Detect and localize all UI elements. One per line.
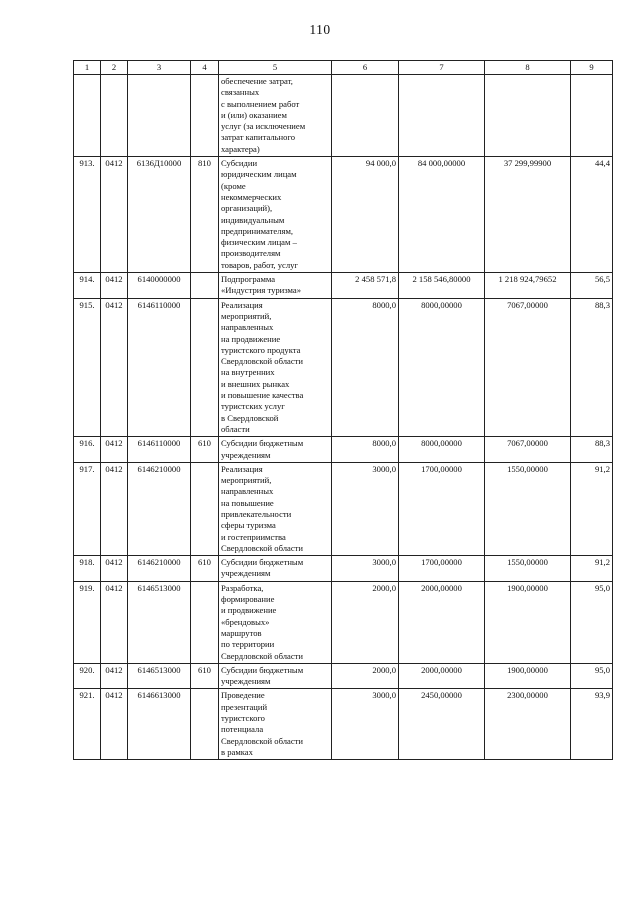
row-number-cell: 916. — [74, 437, 101, 463]
execution-percent-cell: 91,2 — [571, 556, 613, 582]
column-header-8: 8 — [485, 61, 571, 75]
table-row — [74, 298, 613, 437]
refined-amount-cell: 1700,00000 — [399, 462, 485, 555]
section-code-cell — [101, 75, 128, 157]
approved-amount-cell: 3000,0 — [332, 689, 399, 760]
table-row — [74, 581, 613, 663]
approved-amount-cell: 2 458 571,8 — [332, 273, 399, 299]
expense-type-cell — [191, 581, 219, 663]
execution-percent-cell: 93,9 — [571, 689, 613, 760]
expense-type-cell — [191, 462, 219, 555]
expense-type-cell — [191, 689, 219, 760]
column-header-6: 6 — [332, 61, 399, 75]
row-number-cell: 920. — [74, 663, 101, 689]
item-name-cell: Подпрограмма «Индустрия туризма» — [219, 273, 332, 299]
target-code-cell: 6136Д10000 — [128, 157, 191, 273]
column-header-4: 4 — [191, 61, 219, 75]
refined-amount-cell: 2000,00000 — [399, 663, 485, 689]
approved-amount-cell: 3000,0 — [332, 556, 399, 582]
refined-amount-cell: 2450,00000 — [399, 689, 485, 760]
execution-percent-cell — [571, 75, 613, 157]
item-name-cell: Субсидии бюджетным учреждениям — [219, 556, 332, 582]
expense-type-cell: 610 — [191, 437, 219, 463]
expense-type-cell — [191, 75, 219, 157]
executed-amount-cell: 1 218 924,79652 — [485, 273, 571, 299]
budget-execution-table — [73, 60, 613, 760]
executed-amount-cell: 7067,00000 — [485, 298, 571, 437]
target-code-cell: 6146513000 — [128, 581, 191, 663]
table-row — [74, 462, 613, 555]
item-name-cell: Реализация мероприятий, направленных на продвижение туристского продукта Свердловской области на внутренних и внешних рынках и повышение качества туристских услуг в Свердловской области — [219, 298, 332, 437]
executed-amount-cell: 7067,00000 — [485, 437, 571, 463]
section-code-cell: 0412 — [101, 437, 128, 463]
row-number-cell — [74, 75, 101, 157]
approved-amount-cell: 2000,0 — [332, 663, 399, 689]
approved-amount-cell: 8000,0 — [332, 437, 399, 463]
expense-type-cell: 810 — [191, 157, 219, 273]
executed-amount-cell — [485, 75, 571, 157]
executed-amount-cell: 2300,00000 — [485, 689, 571, 760]
section-code-cell: 0412 — [101, 462, 128, 555]
column-header-3: 3 — [128, 61, 191, 75]
section-code-cell: 0412 — [101, 157, 128, 273]
refined-amount-cell: 8000,00000 — [399, 437, 485, 463]
target-code-cell: 6146110000 — [128, 437, 191, 463]
target-code-cell: 6140000000 — [128, 273, 191, 299]
target-code-cell: 6146613000 — [128, 689, 191, 760]
target-code-cell: 6146110000 — [128, 298, 191, 437]
refined-amount-cell: 8000,00000 — [399, 298, 485, 437]
column-header-2: 2 — [101, 61, 128, 75]
table-row — [74, 689, 613, 760]
approved-amount-cell: 2000,0 — [332, 581, 399, 663]
execution-percent-cell: 95,0 — [571, 581, 613, 663]
approved-amount-cell: 3000,0 — [332, 462, 399, 555]
executed-amount-cell: 1900,00000 — [485, 663, 571, 689]
table-body — [74, 75, 613, 760]
execution-percent-cell: 91,2 — [571, 462, 613, 555]
target-code-cell: 6146210000 — [128, 462, 191, 555]
section-code-cell: 0412 — [101, 663, 128, 689]
approved-amount-cell: 8000,0 — [332, 298, 399, 437]
row-number-cell: 913. — [74, 157, 101, 273]
target-code-cell: 6146210000 — [128, 556, 191, 582]
row-number-cell: 918. — [74, 556, 101, 582]
executed-amount-cell: 1550,00000 — [485, 556, 571, 582]
table-row — [74, 157, 613, 273]
item-name-cell: обеспечение затрат, связанных с выполнением работ и (или) оказанием услуг (за исключением затрат капитального характера) — [219, 75, 332, 157]
expense-type-cell — [191, 273, 219, 299]
execution-percent-cell: 95,0 — [571, 663, 613, 689]
expense-type-cell — [191, 298, 219, 437]
execution-percent-cell: 88,3 — [571, 298, 613, 437]
expense-type-cell: 610 — [191, 556, 219, 582]
approved-amount-cell: 94 000,0 — [332, 157, 399, 273]
table-row — [74, 663, 613, 689]
approved-amount-cell — [332, 75, 399, 157]
section-code-cell: 0412 — [101, 298, 128, 437]
row-number-cell: 917. — [74, 462, 101, 555]
executed-amount-cell: 1900,00000 — [485, 581, 571, 663]
section-code-cell: 0412 — [101, 581, 128, 663]
table-row — [74, 75, 613, 157]
item-name-cell: Субсидии бюджетным учреждениям — [219, 663, 332, 689]
refined-amount-cell: 2 158 546,80000 — [399, 273, 485, 299]
section-code-cell: 0412 — [101, 273, 128, 299]
target-code-cell: 6146513000 — [128, 663, 191, 689]
row-number-cell: 914. — [74, 273, 101, 299]
column-header-1: 1 — [74, 61, 101, 75]
item-name-cell: Субсидии бюджетным учреждениям — [219, 437, 332, 463]
page-number: 110 — [309, 22, 331, 37]
row-number-cell: 921. — [74, 689, 101, 760]
table-row — [74, 556, 613, 582]
section-code-cell: 0412 — [101, 556, 128, 582]
executed-amount-cell: 37 299,99900 — [485, 157, 571, 273]
column-number-header-row — [74, 61, 613, 75]
execution-percent-cell: 88,3 — [571, 437, 613, 463]
refined-amount-cell: 84 000,00000 — [399, 157, 485, 273]
row-number-cell: 919. — [74, 581, 101, 663]
target-code-cell — [128, 75, 191, 157]
table-row — [74, 437, 613, 463]
column-header-5: 5 — [219, 61, 332, 75]
refined-amount-cell: 2000,00000 — [399, 581, 485, 663]
item-name-cell: Разработка, формирование и продвижение «брендовых» маршрутов по территории Свердловской области — [219, 581, 332, 663]
item-name-cell: Проведение презентаций туристского потенциала Свердловской области в рамках — [219, 689, 332, 760]
column-header-7: 7 — [399, 61, 485, 75]
table-row — [74, 273, 613, 299]
row-number-cell: 915. — [74, 298, 101, 437]
refined-amount-cell — [399, 75, 485, 157]
execution-percent-cell: 44,4 — [571, 157, 613, 273]
section-code-cell: 0412 — [101, 689, 128, 760]
executed-amount-cell: 1550,00000 — [485, 462, 571, 555]
item-name-cell: Реализация мероприятий, направленных на повышение привлекательности сферы туризма и гостеприимства Свердловской области — [219, 462, 332, 555]
column-header-9: 9 — [571, 61, 613, 75]
expense-type-cell: 610 — [191, 663, 219, 689]
refined-amount-cell: 1700,00000 — [399, 556, 485, 582]
execution-percent-cell: 56,5 — [571, 273, 613, 299]
item-name-cell: Субсидии юридическим лицам (кроме некоммерческих организаций), индивидуальным предпринимателям, физическим лицам – производителям товаров, работ, услуг — [219, 157, 332, 273]
